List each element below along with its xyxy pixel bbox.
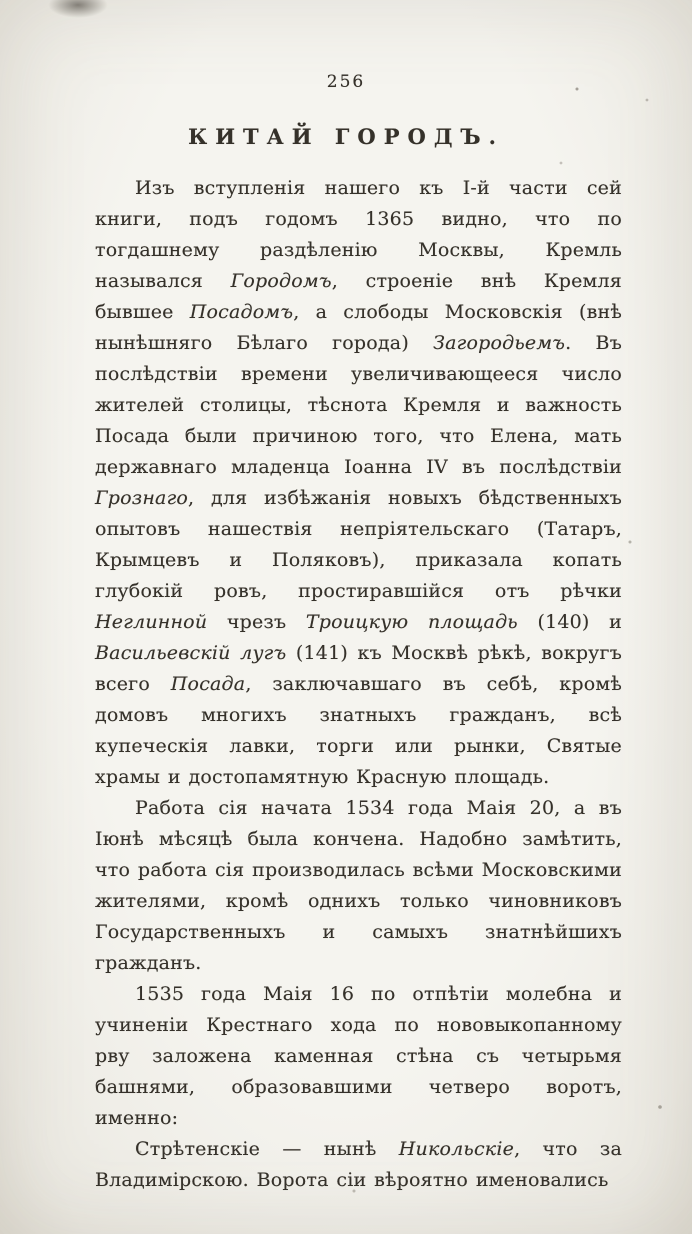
italic-term: Васильевскій лугъ [95, 642, 287, 664]
italic-term: Загородьемъ [433, 332, 566, 354]
text-segment: Стрѣтенскіе — нынѣ [135, 1138, 399, 1160]
italic-term: Неглинной [95, 611, 208, 633]
text-segment: 1535 года Маія 16 по отпѣтіи молебна и учиненіи Крестнаго хода по нововыкопанному рву заложена каменная стѣна съ четырьмя башнями, образовавшими четверо воротъ, именно: [95, 983, 622, 1129]
page-number: 256 [326, 72, 366, 92]
text-segment: чрезъ [207, 611, 306, 633]
text-segment: Изъ вступленія нашего къ I-й части сей книги, подъ годомъ 1365 видно, что по тогдашнему раздѣленію Москвы, Кремль назывался [95, 177, 622, 292]
text-segment: , для избѣжанія новыхъ бѣдственныхъ опытовъ нашествія непріятельскаго (Татаръ, Крымцевъ и Поляковъ), приказала копать глубокій ровъ, простиравшійся отъ рѣчки [95, 487, 622, 602]
text-segment: . Въ послѣдствіи времени увеличивающееся число жителей столицы, тѣснота Кремля и важность Посада были причиною того, что Елена, мать державнаго младенца Іоанна IV въ послѣдствіи [95, 332, 622, 478]
paragraph [95, 173, 622, 793]
italic-term: Посада [170, 673, 246, 695]
page-title: КИТАЙ ГОРОДЪ. [188, 124, 504, 149]
text-segment: (141) къ Москвѣ рѣкѣ, вокругъ всего [95, 642, 623, 695]
text-segment: (140) и [517, 611, 623, 633]
paragraph [95, 793, 622, 979]
italic-term: Никольскіе [398, 1138, 515, 1160]
text-segment: , заключавшаго въ себѣ, кромѣ домовъ многихъ знатныхъ гражданъ, всѣ купеческія лавки, торги или рынки, Святые храмы и достопамятную Красную площадь. [95, 673, 623, 788]
text-segment: , а слободы Московскія (внѣ нынѣшняго Бѣлаго города) [95, 301, 622, 354]
paragraph [95, 1134, 622, 1196]
italic-term: Посадомъ [189, 301, 294, 323]
italic-term: Троицкую площадь [305, 611, 518, 633]
text-segment: Работа сія начата 1534 года Маія 20, а въ Іюнѣ мѣсяцѣ была кончена. Надобно замѣтить, что работа сія производилась всѣми Московскими жителями, кромѣ однихъ только чиновниковъ Государственныхъ и самыхъ знатнѣйшихъ гражданъ. [95, 797, 622, 974]
page-body [95, 173, 622, 1196]
text-segment: , что за Владимірскою. Ворота сіи вѣроятно именовались [95, 1138, 622, 1191]
italic-term: Городомъ [230, 270, 332, 292]
italic-term: Грознаго [95, 487, 189, 509]
text-segment: , строеніе внѣ Кремля бывшее [95, 270, 622, 323]
paragraph [95, 979, 622, 1134]
